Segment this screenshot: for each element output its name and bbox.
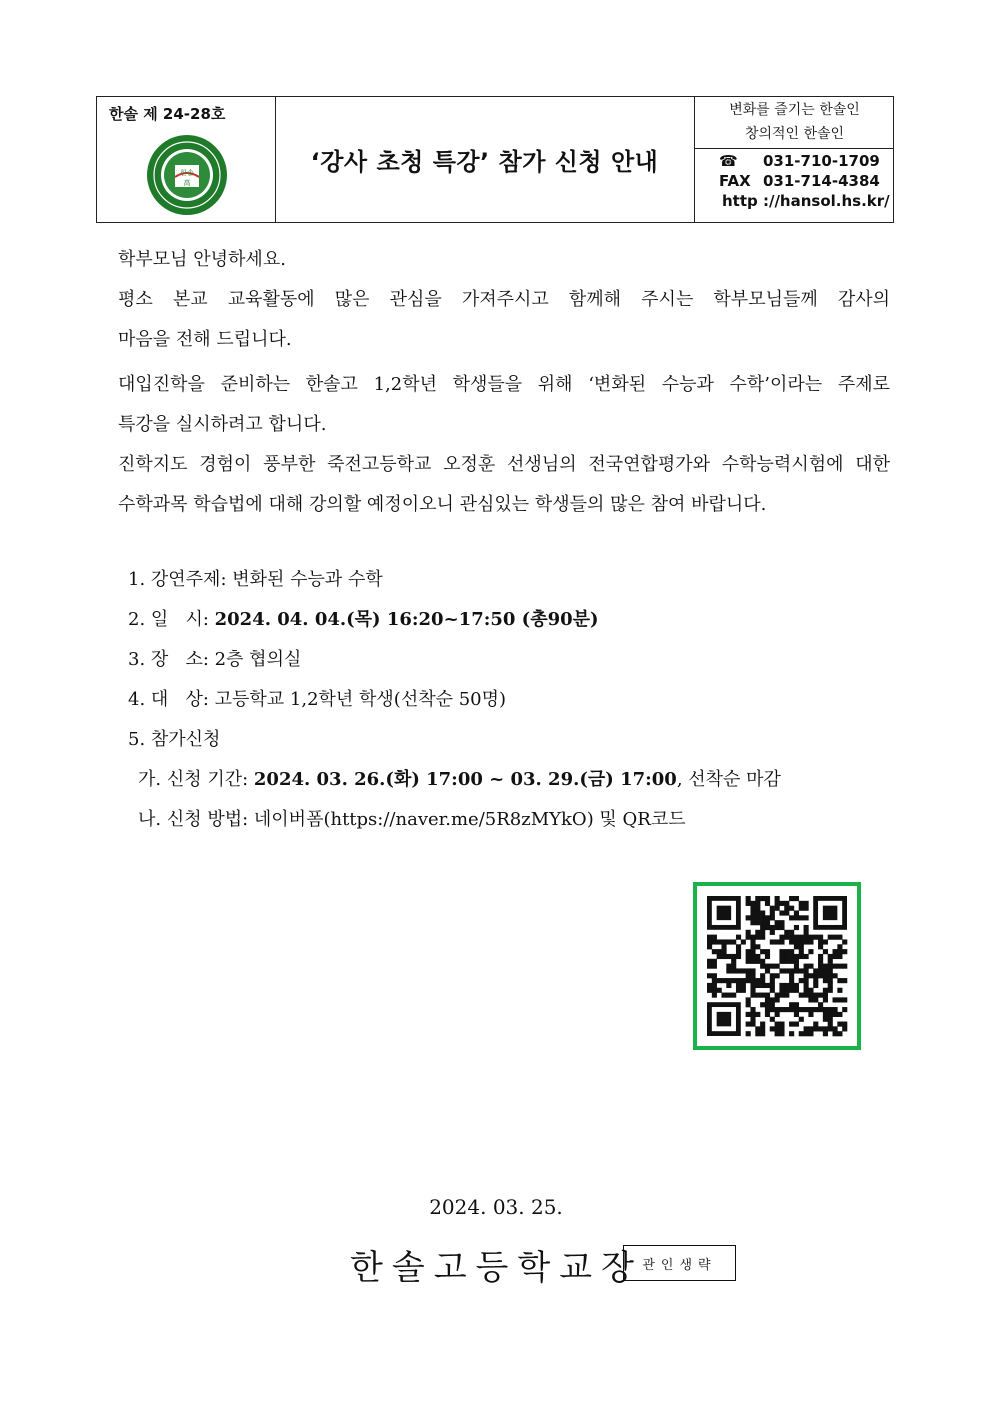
letter-body	[118, 240, 890, 525]
contact-box	[695, 151, 894, 211]
application-link[interactable]: 네이버폼(https://naver.me/5R8zMYkO) 및 QR코드	[253, 809, 686, 830]
slogan-box	[695, 97, 894, 149]
list-item-application: 5. 참가신청	[128, 729, 221, 750]
seal-omitted-box: 관인생략	[623, 1245, 736, 1281]
fax-number: 031-714-4384	[763, 172, 880, 190]
sub-item-method: 나. 신청 방법: 네이버폼(https://naver.me/5R8zMYkO) 및 QR코드	[138, 809, 686, 830]
svg-text:高: 高	[183, 179, 191, 187]
paragraph-2-line-1: 대입진학을 준비하는 한솔고 1,2학년 학생들을 위해 ‘변화된 수능과 수학’이라는 주제로	[118, 374, 890, 395]
document-title: ‘강사 초청 특강’ 참가 신청 안내	[310, 148, 659, 176]
list-item-target: 4. 대 상: 고등학교 1,2학년 학생(선착순 50명)	[128, 689, 507, 710]
slogan-line-1: 변화를 즐기는 한솔인	[729, 102, 860, 118]
sub-item-period: 가. 신청 기간: 2024. 03. 26.(화) 17:00 ~ 03. 29.(금) 17:00, 선착순 마감	[138, 769, 781, 790]
paragraph-1-line-2: 마음을 전해 드립니다.	[118, 329, 292, 350]
telephone-icon: ☎	[719, 152, 738, 170]
fax-label: FAX	[719, 172, 751, 190]
website-link[interactable]: http ://hansol.hs.kr/	[722, 192, 890, 210]
paragraph-3-line-2: 수학과목 학습법에 대해 강의할 예정이오니 관심있는 학생들의 많은 참여 바랍니다.	[118, 494, 767, 515]
tel-number: 031-710-1709	[763, 152, 880, 170]
fax-line	[695, 171, 894, 191]
issue-date: 2024. 03. 25.	[429, 1195, 563, 1219]
tel-line	[695, 151, 894, 171]
list-item-datetime: 2. 일 시: 2024. 04. 04.(목) 16:20~17:50 (총90분)	[128, 609, 599, 630]
qr-code[interactable]	[693, 882, 861, 1050]
header-right-cell	[694, 97, 894, 222]
paragraph-3-line-1: 진학지도 경험이 풍부한 죽전고등학교 오정훈 선생님의 전국연합평가와 수학능력시험에 대한	[118, 454, 890, 475]
header-table	[96, 96, 894, 223]
greeting: 학부모님 안녕하세요.	[118, 249, 286, 270]
slogan-line-2: 창의적인 한솔인	[744, 126, 845, 142]
document-number: 한솔 제 24-28호	[109, 105, 226, 123]
paragraph-1-line-1: 평소 본교 교육활동에 많은 관심을 가져주시고 함께해 주시는 학부모님들께 감사의	[118, 289, 890, 310]
header-left-cell	[97, 97, 276, 222]
school-logo	[145, 133, 229, 217]
paragraph-2-line-2: 특강을 실시하려고 합니다.	[118, 414, 327, 435]
svg-text:한솔: 한솔	[180, 169, 194, 177]
list-item-topic: 1. 강연주제: 변화된 수능과 수학	[128, 569, 383, 590]
list-item-place: 3. 장 소: 2층 협의실	[128, 649, 302, 670]
details-list	[128, 560, 781, 840]
principal-signature: 한솔고등학교장	[350, 1248, 643, 1288]
